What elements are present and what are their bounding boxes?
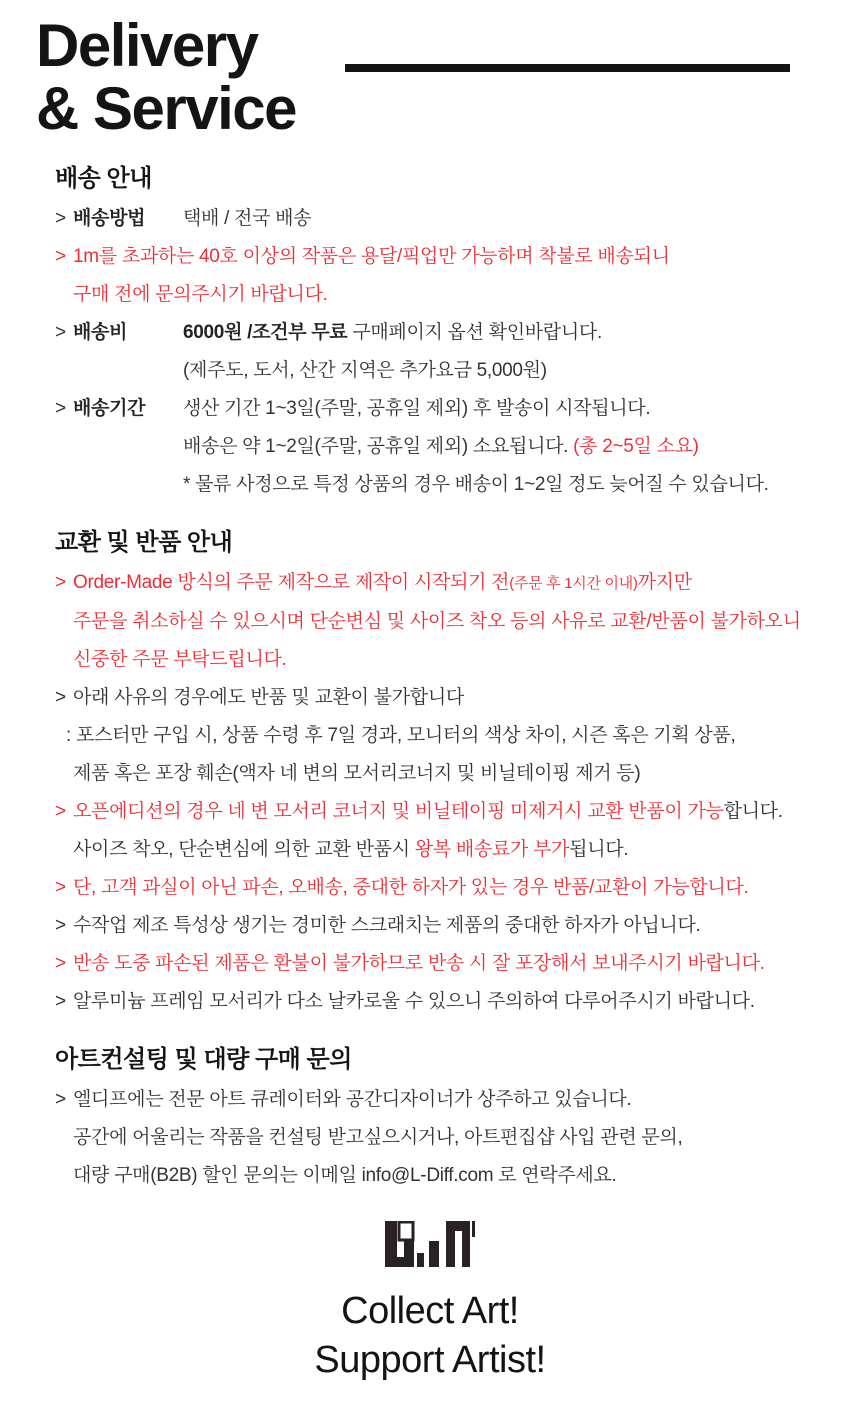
- row-text: [183, 360, 547, 381]
- text-segment: 사이즈 착오, 단순변심에 의한 교환 반품시: [73, 839, 415, 860]
- bullet-marker: >: [55, 246, 66, 267]
- text-segment: 1m를 초과하는 40호 이상의 작품은 용달/픽업만 가능하며 착불로 배송되니: [73, 246, 670, 267]
- row-label: 배송기간: [73, 398, 146, 419]
- text-segment: Order-Made 방식의 주문 제작으로 제작이 시작되기 전: [73, 572, 510, 593]
- text-segment: 엘디프에는 전문 아트 큐레이터와 공간디자이너가 상주하고 있습니다.: [73, 1089, 632, 1110]
- text-segment: 신중한 주문 부탁드립니다.: [73, 649, 287, 670]
- text-segment: 주문을 취소하실 수 있으시며 단순변심 및 사이즈 착오 등의 사유로 교환/반품이 불가하오니: [73, 611, 801, 632]
- title-rule: [345, 64, 790, 72]
- text-segment: 택배 / 전국 배송: [183, 208, 312, 229]
- page-title-line1: Delivery: [36, 12, 258, 79]
- bullet-marker: >: [55, 572, 66, 593]
- text-segment: 오픈에디션의 경우 네 변 모서리 코너지 및 비닐테이핑 미제거시 교환 반품이 가능: [73, 801, 724, 822]
- text-segment: * 물류 사정으로 특정 상품의 경우 배송이 1~2일 정도 늦어질 수 있습니다.: [183, 474, 769, 495]
- info-row: [0, 1081, 860, 1119]
- info-row: [0, 793, 860, 831]
- section-heading: 교환 및 반품 안내: [55, 529, 233, 556]
- page-footer: [0, 1221, 860, 1385]
- bullet-marker: >: [55, 208, 66, 229]
- row-text: [183, 398, 650, 419]
- page-title-line2: & Service: [36, 75, 297, 142]
- text-segment: 생산 기간 1~3일(주말, 공휴일 제외) 후 발송이 시작됩니다.: [183, 398, 651, 419]
- page-title: [36, 14, 860, 140]
- bullet-marker: >: [55, 801, 66, 822]
- info-row: [0, 466, 860, 504]
- row-text: [66, 725, 736, 746]
- text-segment: 구매 전에 문의주시기 바랍니다.: [73, 284, 328, 305]
- row-text: [183, 208, 311, 229]
- text-segment: 알루미늄 프레임 모서리가 다소 날카로울 수 있으니 주의하여 다루어주시기 바랍니다.: [73, 991, 755, 1012]
- row-text: [73, 572, 692, 593]
- row-label: 배송방법: [73, 208, 146, 229]
- text-segment: 수작업 제조 특성상 생기는 경미한 스크래치는 제품의 중대한 하자가 아닙니다.: [73, 915, 701, 936]
- row-text: [73, 801, 783, 822]
- info-row: [0, 314, 860, 352]
- text-segment: 반송 도중 파손된 제품은 환불이 불가하므로 반송 시 잘 포장해서 보내주시기 바랍니다.: [73, 953, 765, 974]
- text-segment: 합니다.: [723, 801, 783, 822]
- info-row: [0, 679, 860, 717]
- info-section-2: [0, 1043, 860, 1195]
- text-segment: 대량 구매(B2B) 할인 문의는 이메일 info@L-Diff.com 로 연락주세요.: [73, 1165, 617, 1186]
- row-text: [183, 474, 769, 495]
- bullet-marker: >: [55, 1089, 66, 1110]
- info-row: [0, 755, 860, 793]
- text-segment: (제주도, 도서, 산간 지역은 추가요금 5,000원): [183, 360, 547, 381]
- row-text: [73, 611, 801, 632]
- info-row: [0, 276, 860, 314]
- info-row: [0, 717, 860, 755]
- text-segment: 배송은 약 1~2일(주말, 공휴일 제외) 소요됩니다.: [183, 436, 574, 457]
- bullet-marker: >: [55, 953, 66, 974]
- row-text: [73, 877, 748, 898]
- text-segment: (주문 후 1시간 이내): [509, 575, 638, 592]
- section-heading: 배송 안내: [55, 165, 152, 192]
- row-text: [73, 246, 670, 267]
- l-diff-logo: [0, 1221, 860, 1267]
- info-row: [0, 200, 860, 238]
- info-row: [0, 1119, 860, 1157]
- text-segment: 왕복 배송료가 부가: [414, 839, 570, 860]
- info-sections: [0, 162, 860, 1195]
- info-row: [0, 390, 860, 428]
- row-text: [183, 436, 699, 457]
- info-row: [0, 238, 860, 276]
- footer-slogan: [0, 1287, 860, 1385]
- bullet-marker: >: [55, 877, 66, 898]
- info-section-0: [0, 162, 860, 504]
- text-segment: 6000원 /조건부 무료: [183, 322, 353, 343]
- page-header: [0, 0, 860, 140]
- text-segment: 아래 사유의 경우에도 반품 및 교환이 불가합니다: [73, 687, 464, 708]
- row-label: 배송비: [73, 322, 128, 343]
- row-text: [73, 839, 628, 860]
- row-text: [73, 953, 765, 974]
- text-segment: 까지만: [637, 572, 692, 593]
- info-row: [0, 869, 860, 907]
- info-row: [0, 428, 860, 466]
- text-segment: 단, 고객 과실이 아닌 파손, 오배송, 중대한 하자가 있는 경우 반품/교환이 가능합니다.: [73, 877, 749, 898]
- info-row: [0, 831, 860, 869]
- row-text: [183, 322, 602, 343]
- info-row: [0, 564, 860, 603]
- row-text: [73, 1127, 682, 1148]
- row-text: [73, 284, 328, 305]
- info-row: [0, 641, 860, 679]
- bullet-marker: >: [55, 991, 66, 1012]
- row-text: [73, 991, 755, 1012]
- info-row: [0, 1157, 860, 1195]
- info-row: [0, 945, 860, 983]
- bullet-marker: >: [55, 322, 66, 343]
- info-row: [0, 907, 860, 945]
- slogan-line2: Support Artist!: [314, 1339, 546, 1381]
- row-text: [73, 763, 640, 784]
- text-segment: : 포스터만 구입 시, 상품 수령 후 7일 경과, 모니터의 색상 차이, 시즌 혹은 기획 상품,: [66, 725, 736, 746]
- text-segment: 공간에 어울리는 작품을 컨설팅 받고싶으시거나, 아트편집샵 사입 관련 문의,: [73, 1127, 683, 1148]
- info-row: [0, 352, 860, 390]
- row-text: [73, 649, 287, 670]
- row-text: [73, 1165, 617, 1186]
- text-segment: 됩니다.: [569, 839, 629, 860]
- bullet-marker: >: [55, 687, 66, 708]
- info-row: [0, 983, 860, 1021]
- info-row: [0, 603, 860, 641]
- bullet-marker: >: [55, 915, 66, 936]
- bullet-marker: >: [55, 398, 66, 419]
- text-segment: (총 2~5일 소요): [573, 436, 699, 457]
- section-heading: 아트컨설팅 및 대량 구매 문의: [55, 1046, 352, 1073]
- row-text: [73, 915, 701, 936]
- l-diff-logo-mark: [385, 1221, 475, 1267]
- text-segment: 제품 혹은 포장 훼손(액자 네 변의 모서리코너지 및 비닐테이핑 제거 등): [73, 763, 641, 784]
- row-text: [73, 1089, 631, 1110]
- row-text: [73, 687, 464, 708]
- info-section-1: [0, 526, 860, 1021]
- slogan-line1: Collect Art!: [341, 1290, 519, 1332]
- text-segment: 구매페이지 옵션 확인바랍니다.: [352, 322, 602, 343]
